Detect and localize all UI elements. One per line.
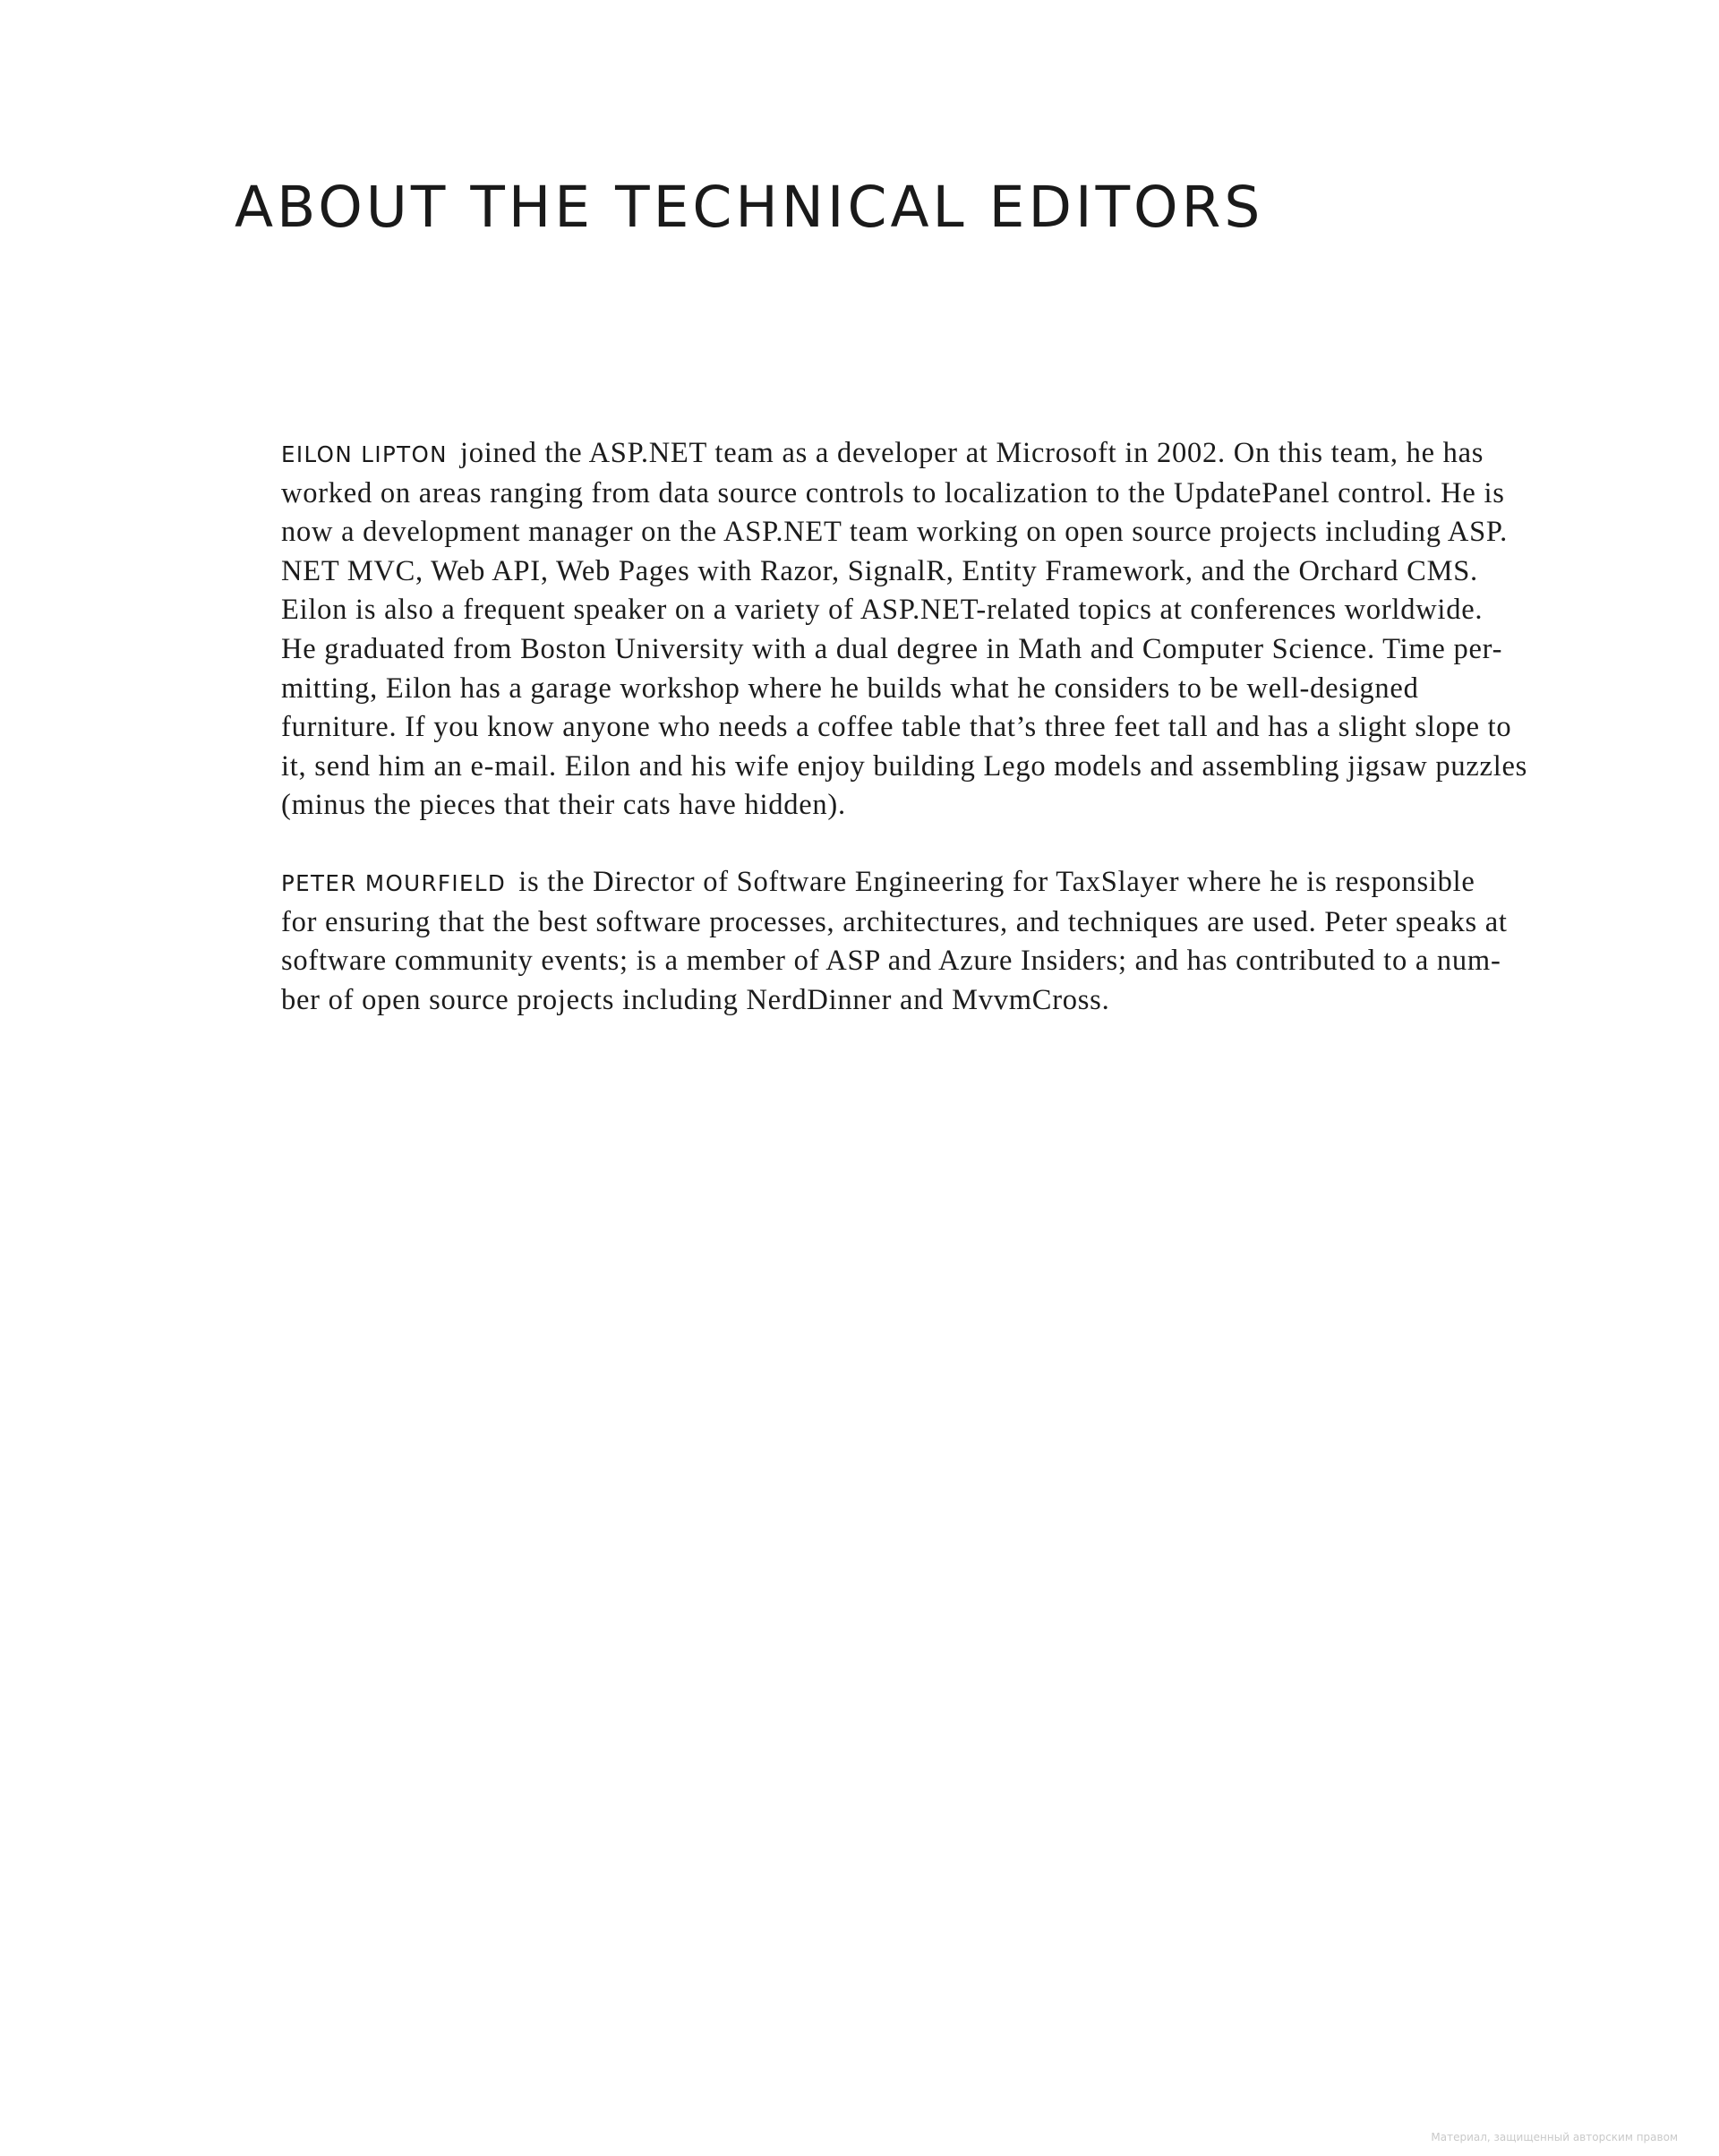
bio-line: Eilon is also a frequent speaker on a variety of ASP.NET-related topics at conferences worldwide. — [281, 594, 1484, 627]
bio-line — [281, 434, 1638, 475]
bio-text: is the Director of Software Engineering for TaxSlayer where he is responsible — [518, 866, 1475, 898]
page-title: ABOUT THE TECHNICAL EDITORS — [235, 175, 1264, 240]
bio-line: furniture. If you know anyone who needs a coffee table that’s three feet tall and has a slight slope to — [281, 711, 1512, 744]
editor-bio-eilon-lipton — [281, 434, 1638, 826]
bio-text: joined the ASP.NET team as a developer at Microsoft in 2002. On this team, he has — [459, 437, 1484, 469]
bio-line: worked on areas ranging from data source controls to localization to the UpdatePanel control. He is — [281, 476, 1505, 509]
bio-line: mitting, Eilon has a garage workshop where he builds what he considers to be well-designed — [281, 672, 1419, 705]
copyright-watermark: Материал, защищенный авторским правом — [1431, 2131, 1678, 2143]
bio-line: He graduated from Boston University with a dual degree in Math and Computer Science. Time per- — [281, 632, 1503, 665]
bio-line: software community events; is a member of ASP and Azure Insiders; and has contributed to a num- — [281, 945, 1501, 978]
editor-name: EILON LIPTON — [281, 441, 448, 467]
bio-line: ber of open source projects including NerdDinner and MvvmCross. — [281, 983, 1110, 1016]
bio-line: for ensuring that the best software processes, architectures, and techniques are used. Peter speaks at — [281, 905, 1508, 938]
bio-line: NET MVC, Web API, Web Pages with Razor, SignalR, Entity Framework, and the Orchard CMS. — [281, 554, 1478, 587]
bio-line — [281, 863, 1638, 903]
bio-line: now a development manager on the ASP.NET team working on open source projects including ASP. — [281, 516, 1508, 549]
editor-name: PETER MOURFIELD — [281, 870, 507, 896]
editor-bio-peter-mourfield — [281, 863, 1638, 1020]
bio-line: (minus the pieces that their cats have hidden). — [281, 789, 846, 822]
bio-line: it, send him an e-mail. Eilon and his wife enjoy building Lego models and assembling jigsaw puzzles — [281, 749, 1528, 783]
